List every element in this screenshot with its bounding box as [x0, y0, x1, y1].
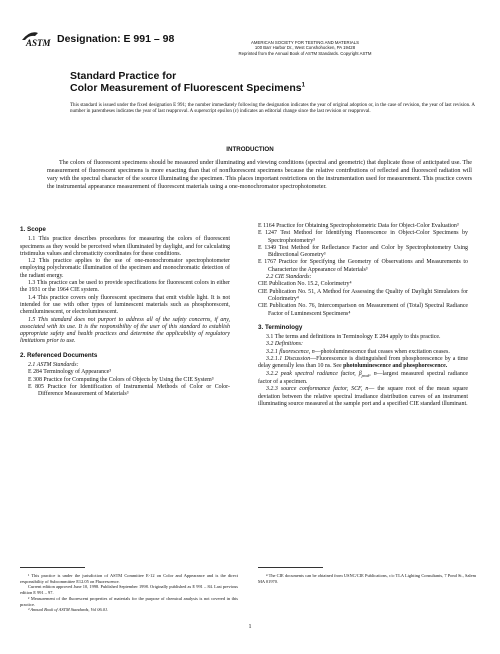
scope-1-4: 1.4 This practice covers only fluorescent specimens that emit visible light. It is not intended for use with other types of luminescent materials such as phosphorescent, chemiluminescent, or electroluminescent.: [20, 294, 230, 316]
right-column: [258, 223, 468, 408]
definition-fluorescence: 3.2.1 fluorescence, n—photoluminescence that ceases when excitation ceases.: [266, 348, 450, 355]
title-line2: [70, 82, 305, 94]
logo-text: ASTM: [26, 38, 51, 48]
introduction-text: The colors of fluorescent specimens should be measured under illuminating and viewing conditions (spectral and geometric) that duplicate those of anticipated use. The measurement of fluorescent specimens is more exacting than that of nonfluorescent specimens because the relative contributions of reflected and fluoresced radiation will vary with the spectral character of the source illuminating the specimen. This places important restrictions on the instrumentation used for measurement. This practice covers the instrumental appearance measurement of fluorescent materials using a one-monochromator spectrophotometer.: [47, 160, 472, 191]
reference-item: E 1247 Test Method for Identifying Fluorescence in Object-Color Specimens by Spectrophotometry³: [258, 230, 468, 244]
left-column: [20, 223, 230, 399]
publisher-line: 100 Barr Harbor Dr., West Conshohocken, PA 19428: [254, 45, 356, 51]
designation: Designation: E 991 – 98: [57, 33, 175, 45]
astm-standards-label: 2.1 ASTM Standards:: [28, 362, 79, 369]
reference-item: E 1767 Practice for Specifying the Geometry of Observations and Measurements to Characterize the Appearance of Materials³: [258, 259, 468, 273]
definition-peak-spectral-radiance: 3.2.2 peak spectral radiance factor, $\beta_{peak}$, n—largest measured spectral radiance factor of a specimen.: [258, 370, 468, 386]
footnote: ² Measurement of the fluorescent properties of materials for the purpose of chemical analysis is not covered in this practice.: [20, 595, 238, 607]
footnote-rule-left: [20, 567, 85, 568]
title-text: Color Measurement of Fluorescent Specimens: [70, 82, 302, 94]
cie-standards-label: 2.2 CIE Standards:: [266, 274, 312, 281]
terminology-3-1: 3.1 The terms and definitions in Terminology E 284 apply to this practice.: [266, 334, 441, 341]
scope-1-1: 1.1 This practice describes procedures for measuring the colors of fluorescent specimens as they would be perceived when illuminated by daylight, and for calculating tristimulus values and chromaticity coordinates for these conditions.: [20, 236, 230, 257]
reference-item: E 308 Practice for Computing the Colors of Objects by Using the CIE System³: [28, 376, 214, 383]
publisher-line: AMERICAN SOCIETY FOR TESTING AND MATERIALS: [251, 40, 359, 45]
scope-heading: 1. Scope: [20, 226, 46, 233]
page-number: 1: [248, 624, 252, 630]
cie-reference-item: CIE Publication No. 51, A Method for Assessing the Quality of Daylight Simulators for Colorimetry⁴: [258, 288, 468, 302]
referenced-documents-heading: 2. Referenced Documents: [20, 351, 98, 359]
reference-item: E 284 Terminology of Appearance³: [28, 369, 112, 376]
title-line1: Standard Practice for: [70, 70, 177, 82]
footnote-rule-right: [258, 567, 323, 568]
scope-1-3: 1.3 This practice can be used to provide specifications for fluorescent colors in either the 1931 or the 1964 CIE system.: [20, 280, 230, 294]
terminology-heading: 3. Terminology: [258, 323, 303, 331]
discussion-fluorescence: 3.2.1.1 Discussion—Fluorescence is distinguished from phosphorescence by a time delay generally less than 10 ns. See photoluminescence and phosphorescence.: [258, 356, 468, 370]
footnote: ¹ This practice is under the jurisdiction of ASTM Committee E-12 on Color and Appearance and is the direct responsibility of Subcommittee E12.05 on Fluorescence.: [20, 573, 238, 584]
scope-1-5: 1.5 This standard does not purport to address all of the safety concerns, if any, associated with its use. It is the responsibility of the user of this standard to establish appropriate safety and health practices and determine the applicability of regulatory limitations prior to use.: [20, 316, 230, 345]
scope-1-2: 1.2 This practice applies to the use of one-monochromator spectrophotometer employing polychromatic illumination of the specimen and monochromatic detection of the radiant energy.: [20, 258, 230, 279]
footnotes-left: [20, 573, 238, 613]
astm-logo-icon: [20, 30, 54, 50]
footnotes-right: [258, 573, 476, 584]
publisher-block: [180, 40, 430, 56]
definition-source-conformance-factor: 3.2.3 source conformance factor, SCF, n— the square root of the mean square deviation between the relative spectral irradiance distribution curves of an instrument illuminating source measured at the sample port and a specified CIE standard illuminant.: [258, 386, 468, 407]
cie-reference-item: CIE Publication No. 76, Intercomparison on Measurement of (Total) Spectral Radiance Factor of Luminescent Specimens⁴: [258, 303, 468, 317]
footnote: Current edition approved June 10, 1998. Published September 1998. Originally published as E 991 – 84. Last previous edition E 991 – 97.: [20, 584, 238, 596]
terminology-3-2: 3.2 Definitions:: [266, 341, 303, 348]
issuance-note: This standard is issued under the fixed designation E 991; the number immediately following the designation indicates the year of original adoption or, in the case of revision, the year of last revision. A number in parentheses indicates the year of last reapproval. A superscript epsilon (ε) indicates an editorial change since the last revision or reapproval.: [70, 103, 475, 115]
introduction-heading: INTRODUCTION: [226, 146, 274, 153]
reference-item: E 1349 Test Method for Reflectance Factor and Color by Spectrophotometry Using Bidirectional Geometry³: [258, 244, 468, 259]
reference-item: E 1164 Practice for Obtaining Spectrophotometric Data for Object-Color Evaluation³: [258, 223, 459, 229]
cie-reference-item: CIE Publication No. 15.2, Colorimetry⁴: [258, 281, 352, 288]
title-footnote-mark: 1: [301, 82, 305, 89]
reference-item: E 805 Practice for Identification of Instrumental Methods of Color or Color-Difference Measurement of Materials³: [28, 383, 230, 398]
publisher-line: Reprinted from the Annual Book of ASTM Standards. Copyright ASTM: [238, 50, 372, 56]
footnote: ⁴ The CIE documents can be obtained from USNC/CIE Publications, c/o TLA Lighting Consultants, 7 Pond St., Salem MA 01970.: [258, 573, 476, 584]
footnote: ³ Annual Book of ASTM Standards, Vol 06.01.: [28, 607, 109, 613]
